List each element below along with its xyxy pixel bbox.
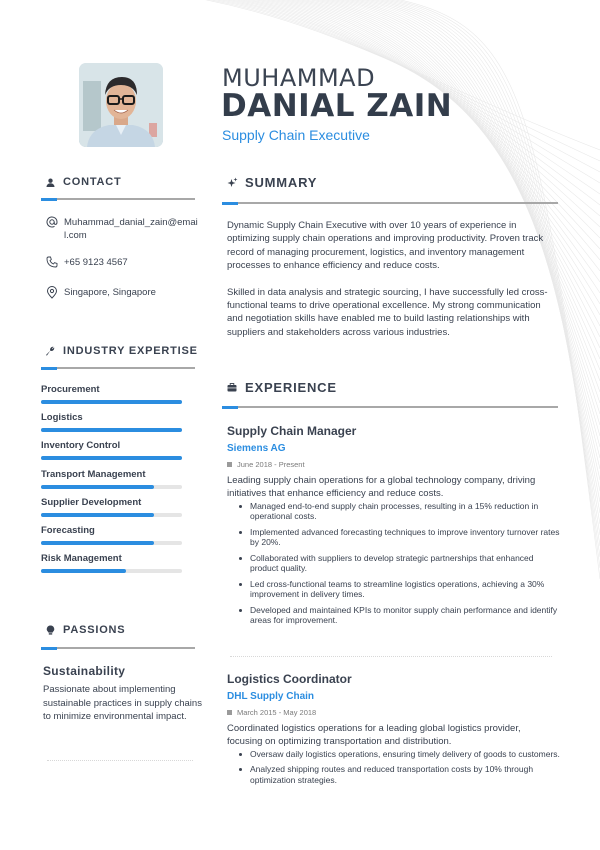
passions-divider [41, 647, 195, 649]
location-pin-icon [45, 286, 59, 299]
job-bullet-text: Collaborated with suppliers to develop strategic partnerships that enhanced product quality. [250, 552, 534, 574]
job-bullet-text: Analyzed shipping routes and reduced transportation costs by 10% through optimization strategies. [250, 763, 534, 785]
skill-item [41, 497, 182, 517]
bullet-icon [239, 531, 242, 534]
skill-item [41, 412, 182, 432]
job-dates [227, 460, 562, 469]
experience-heading-label: EXPERIENCE [245, 380, 337, 395]
summary-divider-accent [222, 202, 238, 205]
wave-line [300, 0, 600, 414]
passions-divider-accent [41, 647, 57, 650]
skill-level-fill [41, 400, 182, 404]
job-description: Leading supply chain operations for a global technology company, driving initiatives that enhance efficiency and reduce costs. [227, 475, 536, 499]
passions-heading [43, 624, 125, 636]
contact-heading-label: CONTACT [63, 176, 122, 188]
phone-icon [45, 256, 59, 269]
job-separator [230, 656, 552, 657]
job-bullet-text: Oversaw daily logistics operations, ensuring timely delivery of goods to customers. [250, 748, 560, 759]
experience-divider [222, 406, 558, 408]
skill-name: Transport Management [41, 468, 146, 480]
wrench-icon [43, 346, 57, 356]
summary-divider [222, 202, 558, 204]
bullet-icon [239, 768, 242, 771]
first-name: MUHAMMAD [222, 64, 376, 92]
skill-level-bar [41, 400, 182, 404]
summary-paragraph-1: Dynamic Supply Chain Executive with over 10 years of experience in optimizing supply chain operations and improving productivity. Proven track record of managing procurement, logistics, and inventory management processes to enhance efficiency and reduce costs. [227, 220, 544, 272]
skill-level-fill [41, 541, 154, 545]
job-bullet-text: Implemented advanced forecasting techniques to improve inventory turnover rates by 20%. [250, 526, 560, 548]
job-entry [227, 424, 562, 631]
job-bullet [227, 579, 562, 600]
expertise-heading-label: INDUSTRY EXPERTISE [63, 345, 198, 357]
job-bullet-text: Managed end-to-end supply chain processes, resulting in a 15% reduction in operational costs. [250, 500, 539, 522]
job-bullet [227, 605, 562, 626]
job-bullet [227, 501, 562, 522]
job-entry [227, 672, 562, 790]
experience-heading [225, 380, 337, 395]
job-bullet-text: Led cross-functional teams to streamline logistics operations, achieving a 30% improvement in delivery times. [250, 578, 545, 600]
skill-level-fill [41, 569, 126, 573]
skill-level-bar [41, 541, 182, 545]
skill-level-fill [41, 428, 182, 432]
skill-level-fill [41, 456, 182, 460]
expertise-heading [43, 345, 198, 357]
skill-item [41, 525, 182, 545]
profile-photo [79, 63, 163, 147]
job-dates-text: March 2015 - May 2018 [237, 708, 317, 717]
job-bullet [227, 764, 562, 785]
bullet-icon [239, 583, 242, 586]
job-bullets [227, 749, 562, 786]
skill-name: Logistics [41, 412, 83, 424]
skill-name: Procurement [41, 384, 100, 395]
summary-heading-label: SUMMARY [245, 175, 318, 190]
skill-item [41, 384, 182, 404]
job-title: Supply Chain Executive [222, 127, 370, 143]
skill-level-bar [41, 428, 182, 432]
expertise-divider [41, 367, 195, 369]
skill-item [41, 553, 182, 573]
job-bullet [227, 553, 562, 574]
experience-divider-accent [222, 406, 238, 409]
contact-location [45, 286, 156, 299]
skill-level-bar [41, 569, 182, 573]
location-text: Singapore, Singapore [64, 287, 156, 298]
summary-paragraph-2: Skilled in data analysis and strategic sourcing, I have successfully led cross-functional teams to drive operational excellence. My strong communication and negotiation skills have enabled me to build lasting relationships with suppliers and stakeholders across various industries. [227, 286, 548, 338]
job-bullet [227, 527, 562, 548]
sparkle-icon [225, 177, 239, 188]
bullet-icon [239, 753, 242, 756]
skill-item [41, 440, 182, 460]
user-icon [43, 178, 57, 187]
company-name: Siemens AG [227, 443, 286, 454]
skill-level-fill [41, 485, 154, 489]
skill-item [41, 469, 182, 489]
contact-heading [43, 176, 122, 188]
contact-divider-accent [41, 198, 57, 201]
phone-text: +65 9123 4567 [64, 257, 128, 268]
job-title: Supply Chain Manager [227, 424, 357, 438]
job-description: Coordinated logistics operations for a leading global logistics provider, focusing on optimizing transportation and distribution. [227, 723, 521, 747]
expertise-divider-accent [41, 367, 57, 370]
contact-divider [41, 198, 195, 200]
at-icon [45, 216, 59, 242]
job-dates [227, 708, 562, 717]
bullet-icon [239, 609, 242, 612]
job-bullet-text: Developed and maintained KPIs to monitor supply chain performance and identify areas for improvement. [250, 604, 558, 626]
person-portrait-icon [79, 63, 163, 147]
passions-heading-label: PASSIONS [63, 624, 126, 636]
last-name: DANIAL ZAIN [221, 88, 453, 124]
passion-title: Sustainability [43, 664, 126, 678]
job-bullets [227, 501, 562, 626]
passions-separator [47, 760, 193, 761]
skill-level-bar [41, 485, 182, 489]
company-name: DHL Supply Chain [227, 691, 315, 702]
briefcase-icon [225, 383, 239, 392]
email-line-2: l.com [64, 230, 87, 241]
skill-name: Supplier Development [41, 496, 142, 508]
skill-level-fill [41, 513, 154, 517]
email-text [64, 216, 198, 242]
passion-description: Passionate about implementing sustainable practices in supply chains to minimize environmental impact. [43, 684, 202, 722]
summary-text [227, 219, 557, 339]
lightbulb-icon [43, 625, 57, 635]
calendar-icon [227, 710, 232, 715]
bullet-icon [239, 505, 242, 508]
skill-name: Forecasting [41, 525, 95, 536]
email-line-1: Muhammad_danial_zain@emai [64, 217, 198, 228]
skill-name: Inventory Control [41, 440, 121, 452]
skill-level-bar [41, 513, 182, 517]
contact-email[interactable] [45, 216, 198, 242]
wave-line [225, 0, 600, 249]
contact-phone[interactable] [45, 256, 128, 269]
summary-heading [225, 175, 317, 190]
skill-name: Risk Management [41, 553, 122, 565]
job-bullet [227, 749, 562, 760]
bullet-icon [239, 557, 242, 560]
calendar-icon [227, 462, 232, 467]
job-title: Logistics Coordinator [227, 672, 352, 686]
job-dates-text: June 2018 - Present [237, 460, 305, 469]
skill-level-bar [41, 456, 182, 460]
